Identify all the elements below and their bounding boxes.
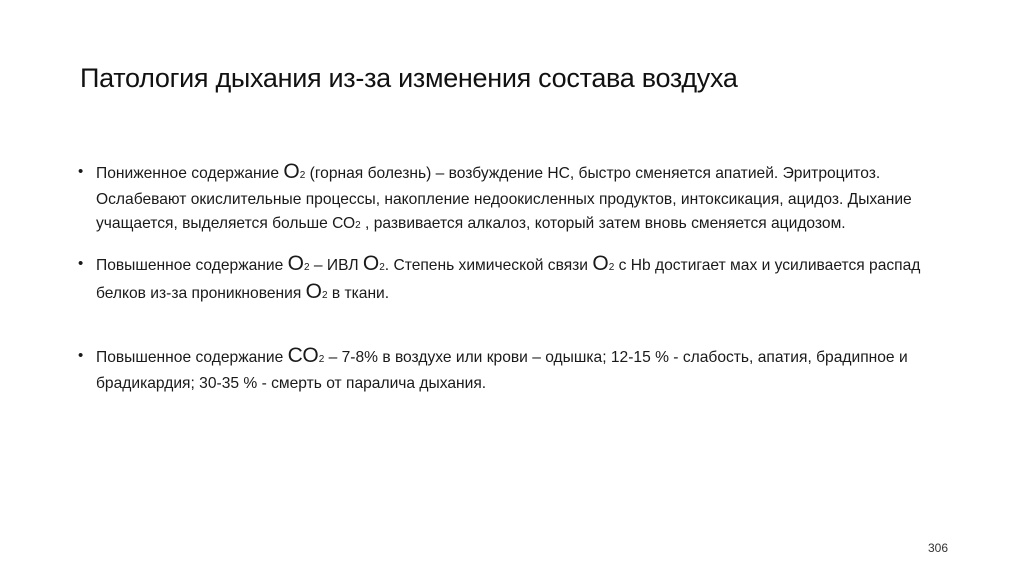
bullet-text: , развивается алкалоз, который затем вновь сменяется ацидозом. (360, 215, 846, 232)
bullet-text: Повышенное содержание (96, 257, 288, 274)
chem-subscript: 2 (355, 220, 361, 231)
chem-subscript: 2 (321, 290, 328, 301)
bullet-text: . Степень химической связи (384, 257, 593, 274)
chem-symbol: О (592, 252, 609, 275)
chem-subscript: 2 (608, 262, 615, 273)
chem-symbol: О (362, 252, 380, 275)
bullet-text: Повышенное содержание (96, 349, 288, 366)
chem-subscript: 2 (303, 262, 310, 273)
bullet-item-high-co2 (76, 344, 956, 396)
bullet-item-low-o2 (76, 160, 956, 238)
chem-symbol: СО (287, 344, 319, 367)
bullet-marker: • (78, 255, 84, 272)
slide-title: Патология дыхания из-за изменения состава воздуха (80, 63, 738, 93)
bullet-list (76, 160, 956, 396)
chem-symbol: О (287, 252, 304, 275)
bullet-text: (горная болезнь) – возбуждение НС, быстро сменяется апатией. Эритроцитоз. Ослабевают окислительные процессы, накопление недоокисленных продуктов, интоксикация, ацидоз. Дыхание учащается, выделяется больше СО (96, 165, 912, 232)
bullet-text: с Hb достигает мах и усиливается распад белков из-за проникновения (96, 257, 921, 302)
bullet-text: в ткани. (327, 285, 390, 302)
bullet-item-high-o2 (76, 252, 956, 308)
chem-symbol: О (283, 160, 300, 183)
chem-subscript: 2 (318, 354, 325, 365)
chem-symbol: О (305, 280, 322, 303)
chem-subscript: 2 (299, 170, 306, 181)
bullet-marker: • (78, 163, 84, 180)
page-number: 306 (927, 541, 948, 555)
bullet-marker: • (78, 347, 84, 364)
chem-subscript: 2 (379, 262, 385, 273)
bullet-text: – 7-8% в воздухе или крови – одышка; 12-15 % - слабость, апатия, брадипное и брадикардия; 30-35 % - смерть от паралича дыхания. (96, 349, 908, 392)
bullet-text: – ИВЛ (309, 257, 363, 274)
bullet-text: Пониженное содержание (96, 165, 284, 182)
